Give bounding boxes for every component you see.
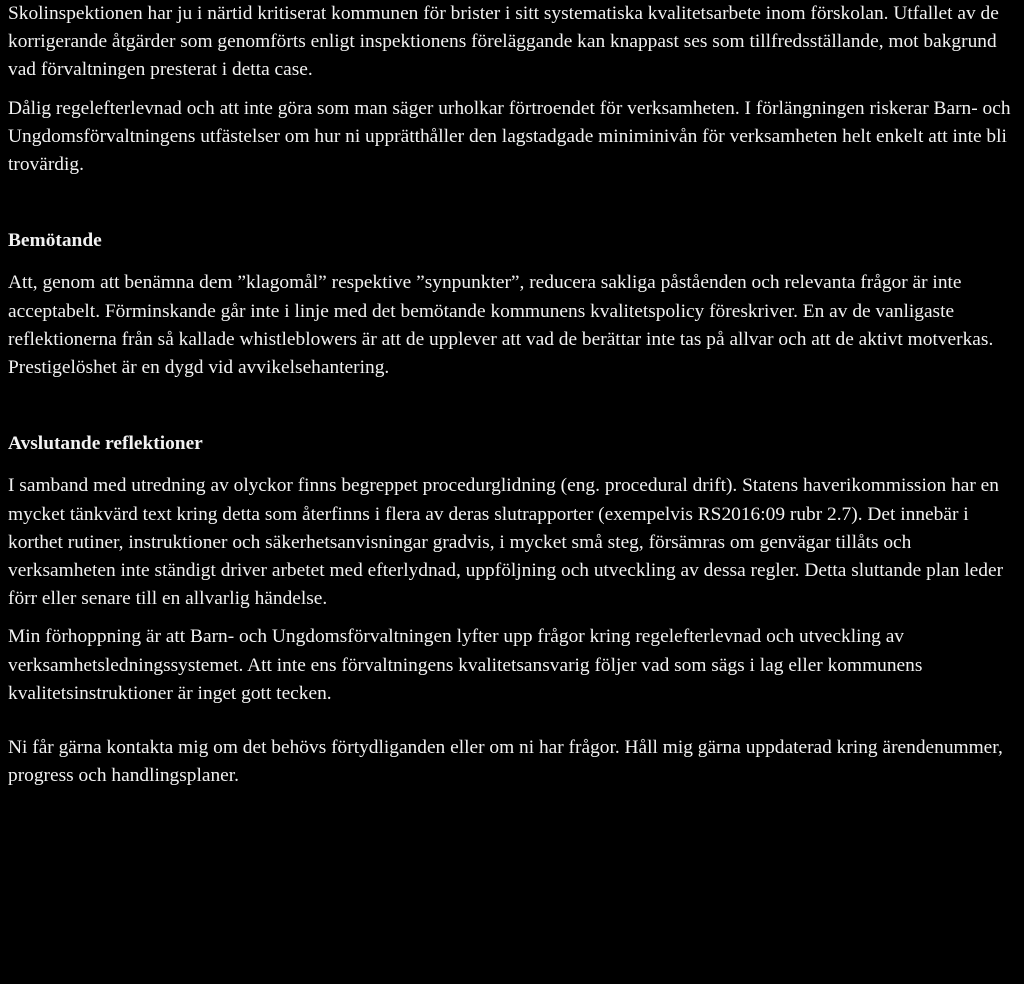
paragraph-hope: Min förhoppning är att Barn- och Ungdomsförvaltningen lyfter upp frågor kring regelefterlevnad och utveckling av verksamhetsledningssystemet. Att inte ens förvaltningens kvalitetsansvarig följer vad som sägs i lag eller kommunens kvalitetsinstruktioner är inget gott tecken. [8,626,923,704]
heading-avslutande-reflektioner: Avslutande reflektioner [8,433,203,455]
paragraph-quality-criticism: Skolinspektionen har ju i närtid kritiserat kommunen för brister i sitt systematiska kvalitetsarbete inom förskolan. Utfallet av de korrigerande åtgärder som genomförts enligt inspektionens föreläggande kan knappast ses som tillfredsställande, mot bakgrund vad förvaltningen presterat i detta case. [8,3,999,81]
paragraph-rule-compliance: Dålig regelefterlevnad och att inte göra som man säger urholkar förtroendet för verksamheten. I förlängningen riskerar Barn- och Ungdomsförvaltningens utfästelser om hur ni upprätthåller den lagstadgade miniminivån för verksamheten helt enkelt att inte bli trovärdig. [8,97,1011,176]
document-body [8,0,1020,790]
paragraph-contact: Ni får gärna kontakta mig om det behövs förtydliganden eller om ni har frågor. Håll mig gärna uppdaterad kring ärendenummer, progress och handlingsplaner. [8,737,1003,787]
paragraph-procedural-drift: I samband med utredning av olyckor finns begreppet procedurglidning (eng. procedural drift). Statens haverikommission har en mycket tänkvärd text kring detta som återfinns i flera av deras slutrapporter (exempelvis RS2016:09 rubr 2.7). Det innebär i korthet rutiner, instruktioner och säkerhetsanvisningar gradvis, i mycket små steg, försämras om genvägar tillåts och verksamheten inte ständigt driver arbetet med efterlydnad, uppföljning och utveckling av dessa regler. Detta sluttande plan leder förr eller senare till en allvarlig händelse. [8,475,1004,610]
heading-bemotande: Bemötande [8,230,102,252]
paragraph-bemotande: Att, genom att benämna dem ”klagomål” respektive ”synpunkter”, reducera sakliga påståenden och relevanta frågor är inte acceptabelt. Förminskande går inte i linje med det bemötande kommunens kvalitetspolicy föreskriver. En av de vanligaste reflektionerna från så kallade whistleblowers är att de upplever att vad de berättar inte tas på allvar och att de aktivt motverkas. Prestigelöshet är en dygd vid avvikelsehantering. [8,272,994,379]
